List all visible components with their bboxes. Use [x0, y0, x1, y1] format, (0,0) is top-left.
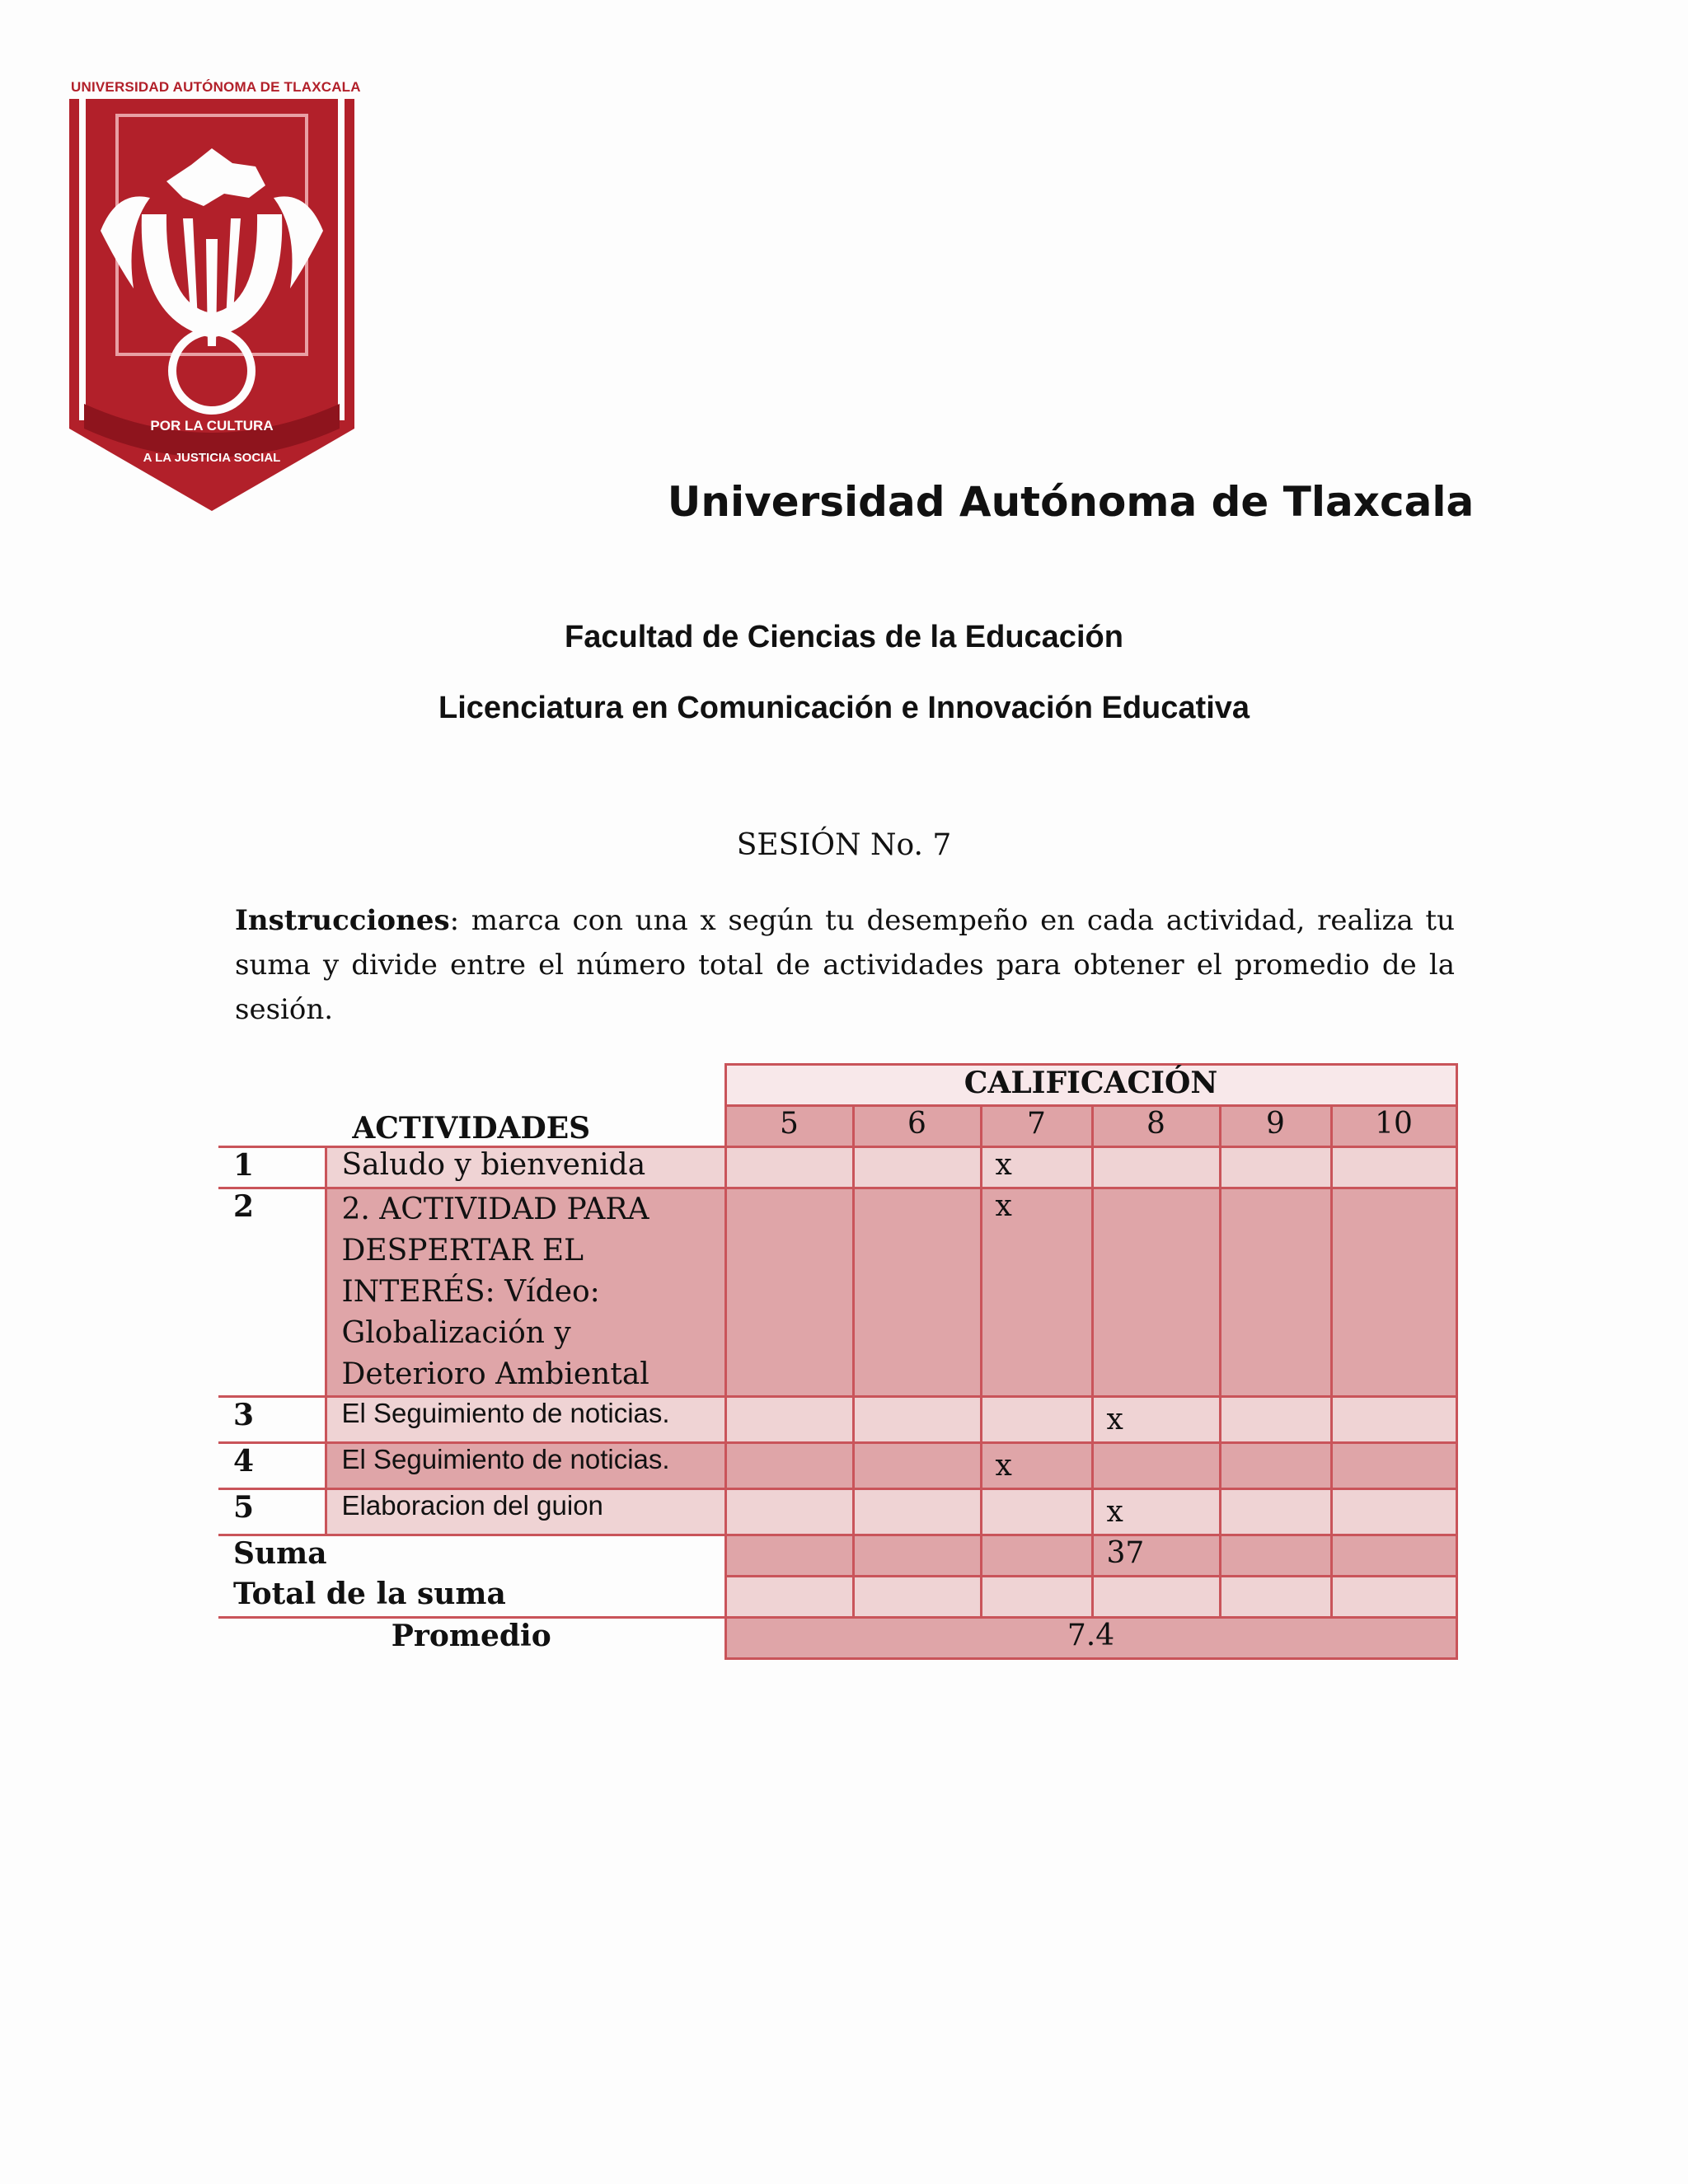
grade-cell[interactable] [725, 1147, 853, 1188]
grade-cell[interactable] [1220, 1443, 1331, 1489]
grade-cell[interactable] [853, 1443, 981, 1489]
table-row [218, 1188, 1456, 1397]
activity-name: El Seguimiento de noticias. [326, 1443, 725, 1489]
grade-header: 7 [981, 1106, 1092, 1147]
grade-cell[interactable] [853, 1188, 981, 1397]
empty-corner [326, 1065, 725, 1106]
grade-cell[interactable] [725, 1397, 853, 1443]
grade-cell[interactable] [981, 1397, 1092, 1443]
grade-cell[interactable] [1220, 1489, 1331, 1535]
grade-cell[interactable] [1220, 1147, 1331, 1188]
grade-cell[interactable] [725, 1443, 853, 1489]
table-row [218, 1147, 1456, 1188]
grade-cell[interactable] [1331, 1188, 1456, 1397]
grade-cell[interactable] [853, 1489, 981, 1535]
grade-cell[interactable] [981, 1489, 1092, 1535]
promedio-value: 7.4 [725, 1618, 1456, 1659]
grade-header: 8 [1092, 1106, 1220, 1147]
activity-number: 5 [218, 1489, 326, 1535]
activity-name: El Seguimiento de noticias. [326, 1397, 725, 1443]
grade-cell[interactable] [1331, 1397, 1456, 1443]
activity-number: 3 [218, 1397, 326, 1443]
suma-cell [853, 1535, 981, 1577]
activity-number: 4 [218, 1443, 326, 1489]
faculty-title: Facultad de Ciencias de la Educación [565, 620, 1123, 654]
suma-row [218, 1535, 1456, 1577]
total-cell [981, 1577, 1092, 1618]
grade-cell[interactable] [725, 1188, 853, 1397]
grade-cell[interactable] [1092, 1188, 1220, 1397]
total-cell [725, 1577, 853, 1618]
activity-number: 2 [218, 1188, 326, 1397]
grade-header: 6 [853, 1106, 981, 1147]
grade-cell[interactable]: x [1092, 1397, 1220, 1443]
grade-cell[interactable]: x [981, 1147, 1092, 1188]
grade-cell[interactable]: x [1092, 1489, 1220, 1535]
grade-cell[interactable] [1331, 1147, 1456, 1188]
grade-cell[interactable]: x [981, 1188, 1092, 1397]
grade-header: 9 [1220, 1106, 1331, 1147]
suma-cell: 37 [1092, 1535, 1220, 1577]
university-crest-logo [68, 74, 361, 515]
total-cell [853, 1577, 981, 1618]
grade-cell[interactable]: x [981, 1443, 1092, 1489]
activity-number: 1 [218, 1147, 326, 1188]
session-number: SESIÓN No. 7 [736, 828, 952, 862]
grade-cell[interactable] [853, 1397, 981, 1443]
empty-corner [218, 1065, 326, 1106]
table-row [218, 1443, 1456, 1489]
program-title: Licenciatura en Comunicación e Innovación Educativa [438, 691, 1250, 725]
suma-cell [981, 1535, 1092, 1577]
suma-cell [725, 1535, 853, 1577]
total-label: Total de la suma [218, 1577, 725, 1618]
suma-label: Suma [218, 1535, 725, 1577]
grade-cell[interactable] [1331, 1443, 1456, 1489]
grade-cell[interactable] [1220, 1397, 1331, 1443]
grade-cell[interactable] [853, 1147, 981, 1188]
suma-cell [1220, 1535, 1331, 1577]
table-row [218, 1489, 1456, 1535]
grade-cell[interactable] [1092, 1147, 1220, 1188]
total-cell [1092, 1577, 1220, 1618]
grade-cell[interactable] [1092, 1443, 1220, 1489]
total-cell [1331, 1577, 1456, 1618]
activity-name: Elaboracion del guion [326, 1489, 725, 1535]
grade-header: 5 [725, 1106, 853, 1147]
total-row [218, 1577, 1456, 1618]
table-row [218, 1397, 1456, 1443]
promedio-label: Promedio [218, 1618, 725, 1659]
logo-motto-1: POR LA CULTURA [150, 418, 274, 434]
total-cell [1220, 1577, 1331, 1618]
instructions-text: : marca con una x según tu desempeño en cada actividad, realiza tu suma y divide entre el número total de actividades para obtener el promedio de la sesión. [235, 904, 1455, 1026]
grade-cell[interactable] [1331, 1489, 1456, 1535]
promedio-row [218, 1618, 1456, 1659]
activity-name: 2. ACTIVIDAD PARA DESPERTAR EL INTERÉS: Vídeo: Globalización y Deterioro Ambiental [326, 1188, 725, 1397]
activity-name: Saludo y bienvenida [326, 1147, 725, 1188]
instructions-paragraph [235, 898, 1455, 1032]
calificacion-header: CALIFICACIÓN [725, 1065, 1456, 1106]
actividades-header: ACTIVIDADES [352, 1111, 591, 1146]
grade-cell[interactable] [1220, 1188, 1331, 1397]
suma-cell [1331, 1535, 1456, 1577]
grade-header: 10 [1331, 1106, 1456, 1147]
logo-motto-2: A LA JUSTICIA SOCIAL [143, 451, 281, 465]
instructions-label: Instrucciones [235, 904, 450, 937]
grade-cell[interactable] [725, 1489, 853, 1535]
grades-table [218, 1063, 1458, 1660]
logo-caption: UNIVERSIDAD AUTÓNOMA DE TLAXCALA [71, 79, 361, 95]
page-title: Universidad Autónoma de Tlaxcala [667, 478, 1475, 526]
